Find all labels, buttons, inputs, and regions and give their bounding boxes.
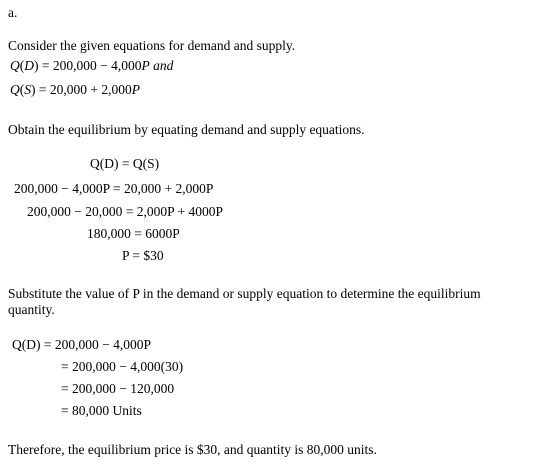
step2-text-line1: Substitute the value of P in the demand or supply equation to determine the equilibrium bbox=[8, 286, 481, 301]
part-label: a. bbox=[8, 5, 18, 20]
equate-line: Q(D) = Q(S) bbox=[90, 156, 160, 171]
step2-text-line2: quantity. bbox=[8, 302, 55, 317]
intro-text: Consider the given equations for demand and supply. bbox=[8, 38, 296, 53]
qty-line-3: = 200,000 − 120,000 bbox=[61, 381, 175, 396]
calc-line-3: 180,000 = 6000P bbox=[87, 226, 180, 241]
demand-equation: Q(D) = 200,000 − 4,000P and bbox=[10, 58, 174, 73]
calc-line-1: 200,000 − 4,000P = 20,000 + 2,000P bbox=[14, 181, 214, 196]
calc-line-2: 200,000 − 20,000 = 2,000P + 4000P bbox=[27, 204, 223, 219]
qty-line-1: Q(D) = 200,000 − 4,000P bbox=[12, 337, 151, 352]
qty-line-2: = 200,000 − 4,000(30) bbox=[61, 359, 184, 374]
qty-line-4: = 80,000 Units bbox=[61, 403, 142, 418]
calc-line-4: P = $30 bbox=[122, 248, 164, 263]
supply-equation: Q(S) = 20,000 + 2,000P bbox=[10, 82, 140, 97]
step1-text: Obtain the equilibrium by equating demand and supply equations. bbox=[8, 122, 365, 137]
conclusion-text: Therefore, the equilibrium price is $30, and quantity is 80,000 units. bbox=[8, 442, 377, 457]
